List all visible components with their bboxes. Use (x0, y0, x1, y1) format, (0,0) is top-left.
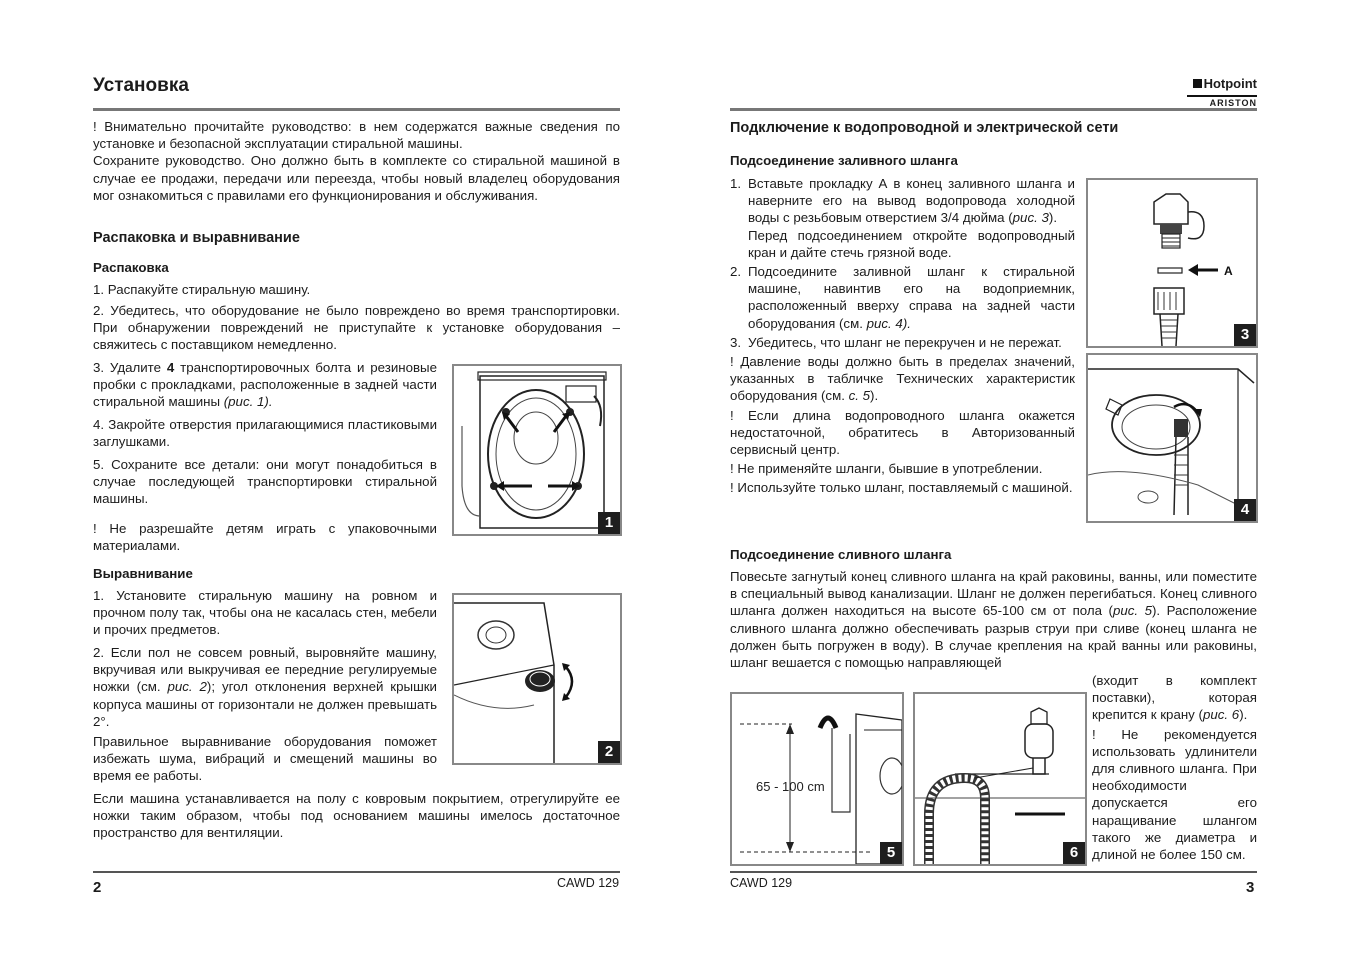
figure-4-number: 4 (1234, 499, 1256, 521)
unpack-step-3-count: 4 (166, 360, 175, 375)
washer-back-illustration (454, 366, 620, 534)
page-title-right: Подключение к водопроводной и электрической сети (730, 120, 1119, 136)
level-step-2-a: 2. Если пол не совсем ровный, выровняйте машину, вкручивая или выкручивая ее передние регулируемые ножки (см. (93, 645, 437, 695)
model-left: CAWD 129 (557, 876, 620, 890)
unpack-step-5: 5. Сохраните все детали: они могут понадобиться в случае последующей транспортировки стиральной машины. (93, 457, 437, 507)
drain-text-2-c: ). (1239, 707, 1248, 723)
drain-text-2 (1092, 672, 1257, 724)
figure-2 (452, 593, 622, 765)
warning-pressure-a: ! Давление воды должно быть в пределах значений, указанных в табличке Технических характеристик оборудования (см. (730, 354, 1075, 404)
footer-rule-left (93, 871, 620, 873)
section-title-unpack-level: Распаковка и выравнивание (93, 230, 300, 246)
drain-height-illustration (732, 694, 902, 864)
subsection-title-inlet: Подсоединение заливного шланга (730, 153, 958, 168)
warning-pressure-c: ). (870, 388, 879, 404)
intro-warning: ! Внимательно прочитайте руководство: в нем содержатся важные сведения по установке и безопасной эксплуатации стиральной машины. (93, 119, 620, 152)
figure-1-number: 1 (598, 512, 620, 534)
subsection-title-level: Выравнивание (93, 566, 193, 581)
drain-warning-extension: ! Не рекомендуется использовать удлинители для сливного шланга. При необходимости допускается его наращивание шлангом такого же диаметра и длиной не более 150 см. (1092, 726, 1257, 863)
drain-text-2-figref: рис. 6 (1202, 707, 1240, 723)
inlet-step-2-figref: рис. 4). (866, 315, 911, 331)
level-step-1: 1. Установите стиральную машину на ровном и прочном полу так, чтобы она не касалась стен, мебели и прочих предметов. (93, 588, 437, 638)
title-rule-left (93, 108, 620, 111)
inlet-step-2-a: Подсоедините заливной шланг к стиральной машине, навинтив его на водоприемник, расположенный вверху справа на задней части оборудования (см. (748, 264, 1075, 331)
brand-sub: ARISTON (1187, 95, 1257, 109)
inlet-step-1-figref: рис. 3 (1012, 210, 1049, 226)
unpack-step-3 (93, 359, 437, 411)
figure-3-number: 3 (1234, 324, 1256, 346)
intro-keep-manual: Сохраните руководство. Оно должно быть в комплекте со стиральной машиной в случае ее продажи, передачи или переезда, чтобы новый владелец оборудования мог ознакомиться с правилами его функционирования и обслуживания. (93, 153, 620, 203)
unpack-step-3-c: транспортировочных болта и резиновые пробки с прокладками, расположенные в задней части стиральной машины (93, 360, 438, 410)
unpack-step-2: 2. Убедитесь, что оборудование не было повреждено во время транспортировки. При обнаружении повреждений не приступайте к установке оборудования – свяжитесь с поставщиком немедленно. (93, 303, 620, 353)
drain-text-1-c: ). Расположение сливного шланга должно обеспечивать разрыв струи при сливе (конец шланга не должен быть погружен в воду). В случае крепления на край ванны или раковины, шланг вешается с помощью направляющей (730, 603, 1257, 671)
page-number-left: 2 (93, 879, 102, 896)
inlet-step-3-number: 3. (730, 334, 742, 350)
figure-6 (913, 692, 1087, 866)
subsection-title-unpack: Распаковка (93, 260, 169, 275)
warning-used-hoses: ! Не применяйте шланги, бывшие в употреблении. (730, 461, 1043, 477)
figure-3 (1086, 178, 1258, 348)
subsection-title-drain: Подсоединение сливного шланга (730, 547, 952, 562)
brand-name: Hotpoint (1203, 76, 1257, 91)
inlet-step-1-number: 1. (730, 176, 742, 191)
figure-2-number: 2 (598, 741, 620, 763)
drain-text-2-a: (входит в комплект поставки), которая крепится к крану ( (1092, 673, 1257, 723)
inlet-step-2-number: 2. (730, 264, 742, 280)
figure-5 (730, 692, 904, 866)
drain-guide-illustration (915, 694, 1085, 864)
level-carpet-note: Если машина устанавливается на полу с ковровым покрытием, отрегулируйте ее ножки таким образом, чтобы под основанием машины имелось достаточное пространство для вентиляции. (93, 791, 620, 841)
warning-pressure (730, 353, 1075, 405)
model-right: CAWD 129 (730, 876, 793, 890)
level-step-2-c: ); угол отклонения верхней крышки корпуса машины от горизонтали не должен превышать 2°. (93, 679, 437, 729)
unpack-step-4: 4. Закройте отверстия прилагающимися пластиковыми заглушками. (93, 417, 437, 450)
level-step-2 (93, 644, 437, 730)
warning-pressure-ref: с. 5 (848, 388, 871, 404)
drain-text-1-a: Повесьте загнутый конец сливного шланга на край раковины, ванны, или поместите в специальный вывод канализации. Шланг не должен перегибаться. Конец сливного шланга должен находиться на высоте 65-100 см от пола ( (730, 569, 1257, 619)
level-step-2-figref: рис. 2 (167, 679, 207, 695)
figure-5-label: 65 - 100 cm (756, 779, 825, 794)
drain-text-1-figref: рис. 5 (1112, 603, 1152, 619)
washer-foot-illustration (454, 595, 620, 763)
tap-gasket-illustration (1088, 180, 1256, 346)
inlet-step-1-c: ). (1048, 210, 1058, 226)
inlet-step-2 (730, 263, 1075, 332)
figure-1 (452, 364, 622, 536)
hose-connection-illustration (1088, 355, 1256, 521)
intro-block (93, 118, 620, 204)
level-note: Правильное выравнивание оборудования поможет избежать шума, вибраций и смещений машины во время ее работы. (93, 734, 437, 784)
unpack-step-3-figref: (рис. 1). (223, 394, 273, 410)
footer-rule-right (730, 871, 1257, 873)
warning-length: ! Если длина водопроводного шланга окажется недостаточной, обратитесь в Авторизованный сервисный центр. (730, 407, 1075, 458)
inlet-step-1-a: Вставьте прокладку А в конец заливного шланга и наверните его на вывод водопровода холодной воды с резьбовым отверстием 3/4 дюйма ( (748, 176, 1075, 226)
brand-mark-icon (1193, 79, 1202, 88)
page-title-left: Установка (93, 75, 189, 96)
drain-text-1 (730, 568, 1257, 671)
warning-supplied-hose: ! Используйте только шланг, поставляемый с машиной. (730, 480, 1073, 496)
inlet-step-1 (730, 175, 1075, 261)
unpack-step-1: 1. Распакуйте стиральную машину. (93, 282, 311, 297)
figure-3-label: A (1224, 264, 1233, 278)
title-rule-right (730, 108, 1257, 111)
inlet-step-1-d: Перед подсоединением откройте водопроводный кран и дайте стечь грязной воде. (748, 227, 1075, 260)
inlet-step-3 (730, 334, 1075, 351)
page-number-right: 3 (1246, 879, 1255, 896)
figure-5-number: 5 (880, 842, 902, 864)
brand-logo (1187, 76, 1257, 109)
figure-6-number: 6 (1063, 842, 1085, 864)
drain-side-column (1092, 672, 1257, 863)
unpack-step-3-a: 3. Удалите (93, 360, 167, 375)
brand-name-row (1187, 76, 1257, 92)
inlet-step-3-text: Убедитесь, что шланг не перекручен и не пережат. (748, 334, 1062, 350)
figure-4 (1086, 353, 1258, 523)
unpack-warning: ! Не разрешайте детям играть с упаковочными материалами. (93, 521, 437, 554)
inlet-steps (730, 175, 1075, 497)
